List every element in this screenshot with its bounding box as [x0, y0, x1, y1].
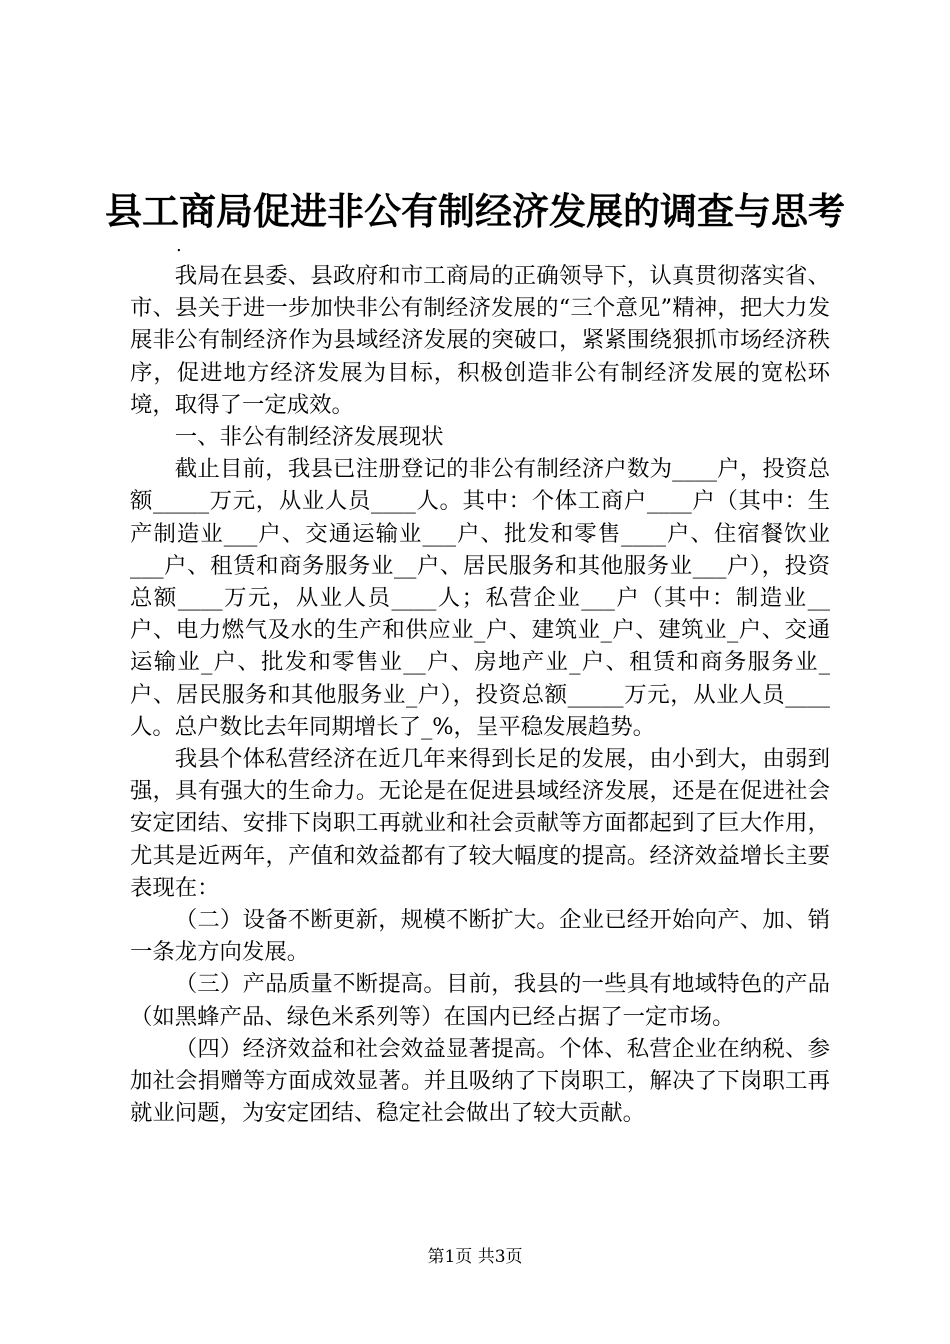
- document-title: 县工商局促进非公有制经济发展的调查与思考: [105, 189, 845, 233]
- page-footer: 第1页 共3页: [427, 1247, 523, 1267]
- paragraph-development: 我县个体私营经济在近几年来得到长足的发展，由小到大，由弱到强，具有强大的生命力。无论是在促进县域经济发展，还是在促进社会安定团结、安排下岗职工再就业和社会贡献等方面都起到了巨大作用，尤其是近两年，产值和效益都有了较大幅度的提高。经济效益增长主要表现在：: [130, 746, 830, 901]
- section-heading-status: 一、非公有制经济发展现状: [174, 424, 444, 451]
- document-body: [130, 260, 830, 1129]
- paragraph-item-2: （二）设备不断更新，规模不断扩大。企业已经开始向产、加、销一条龙方向发展。: [130, 907, 830, 966]
- paragraph-statistics: 截止目前，我县已注册登记的非公有制经济户数为____户，投资总额_____万元，从业人员____人。其中：个体工商户____户（其中：生产制造业___户、交通运输业___户、批发和零售____户、住宿餐饮业___户、租赁和商务服务业__户、居民服务和其他服务业___户），投资总额____万元，从业人员____人；私营企业___户（其中：制造业__户、电力燃气及水的生产和供应业_户、建筑业_户、建筑业_户、交通运输业_户、批发和零售业__户、房地产业_户、租赁和商务服务业_户、居民服务和其他服务业_户），投资总额_____万元，从业人员____人。总户数比去年同期增长了_%，呈平稳发展趋势。: [130, 456, 830, 740]
- title-dot: .: [176, 235, 182, 256]
- paragraph-intro: 我局在县委、县政府和市工商局的正确领导下，认真贯彻落实省、市、县关于进一步加快非公有制经济发展的“三个意见”精神，把大力发展非公有制经济作为县域经济发展的突破口，紧紧围绕狠抓市场经济秩序，促进地方经济发展为目标，积极创造非公有制经济发展的宽松环境，取得了一定成效。: [130, 263, 830, 418]
- paragraph-item-3: （三）产品质量不断提高。目前，我县的一些具有地域特色的产品（如黑蜂产品、绿色米系列等）在国内已经占据了一定市场。: [130, 971, 830, 1030]
- paragraph-item-4: （四）经济效益和社会效益显著提高。个体、私营企业在纳税、参加社会捐赠等方面成效显著。并且吸纳了下岗职工，解决了下岗职工再就业问题，为安定团结、稳定社会做出了较大贡献。: [130, 1035, 830, 1127]
